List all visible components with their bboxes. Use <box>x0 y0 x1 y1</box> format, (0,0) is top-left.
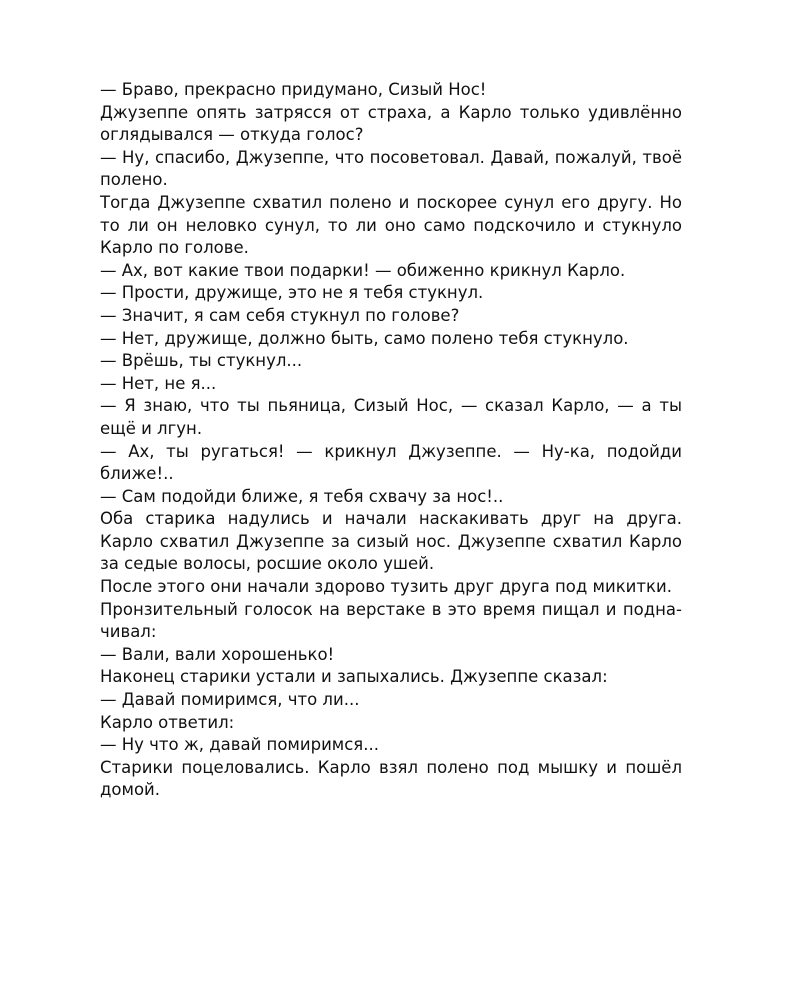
paragraph: — Сам подойди ближе, я тебя схвачу за нос!.. <box>100 486 504 506</box>
paragraph: Пронзительный голосок на верстаке в это время пищал и подначивал: <box>100 599 682 642</box>
paragraph: — Браво, прекрасно придумано, Сизый Нос! <box>100 80 487 99</box>
paragraph: Старики поцеловались. Карло взял полено под мышку и пошёл домой. <box>100 757 682 800</box>
paragraph: Тогда Джузеппе схватил полено и поскорее сунул его другу. Но то ли он неловко сунул, то ли оно само подскочило и стукнуло Карло по голове. <box>100 192 682 258</box>
paragraph: Оба старика надулись и начали наскакивать друг на друга. Карло схватил Джузеппе за сизый нос. Джузеппе схватил Карло за седые волосы, росшие около ушей. <box>100 509 682 574</box>
paragraph: — Ну, спасибо, Джузеппе, что посоветовал. Давай, пожалуй, твоё полено. <box>100 147 682 190</box>
paragraph: — Ах, ты ругаться! — крикнул Джузеппе. — Ну-ка, подойди ближе!.. <box>100 441 682 484</box>
paragraph: — Прости, дружище, это не я тебя стукнул. <box>100 283 484 303</box>
page-text <box>100 79 682 802</box>
paragraph: — Давай помиримся, что ли... <box>100 690 360 710</box>
paragraph: — Нет, дружище, должно быть, само полено тебя стукнуло. <box>100 328 629 348</box>
paragraph: — Ну что ж, давай помиримся... <box>100 735 379 755</box>
paragraph: Наконец старики устали и запыхались. Джузеппе сказал: <box>100 667 608 687</box>
paragraph: — Ах, вот какие твои подарки! — обиженно крикнул Карло. <box>100 260 626 280</box>
paragraph: — Врёшь, ты стукнул... <box>100 351 303 371</box>
paragraph: — Нет, не я... <box>100 373 217 393</box>
paragraph: Джузеппе опять затрясся от страха, а Карло только удивлённо оглядывался — откуда голос? <box>100 102 682 145</box>
paragraph: — Я знаю, что ты пьяница, Сизый Нос, — сказал Карло, — а ты ещё и лгун. <box>100 396 682 438</box>
paragraph: Карло ответил: <box>100 712 235 732</box>
paragraph: После этого они начали здорово тузить друг друга под микитки. <box>100 577 672 597</box>
paragraph: — Вали, вали хорошенько! <box>100 644 335 664</box>
paragraph: — Значит, я сам себя стукнул по голове? <box>100 305 460 325</box>
